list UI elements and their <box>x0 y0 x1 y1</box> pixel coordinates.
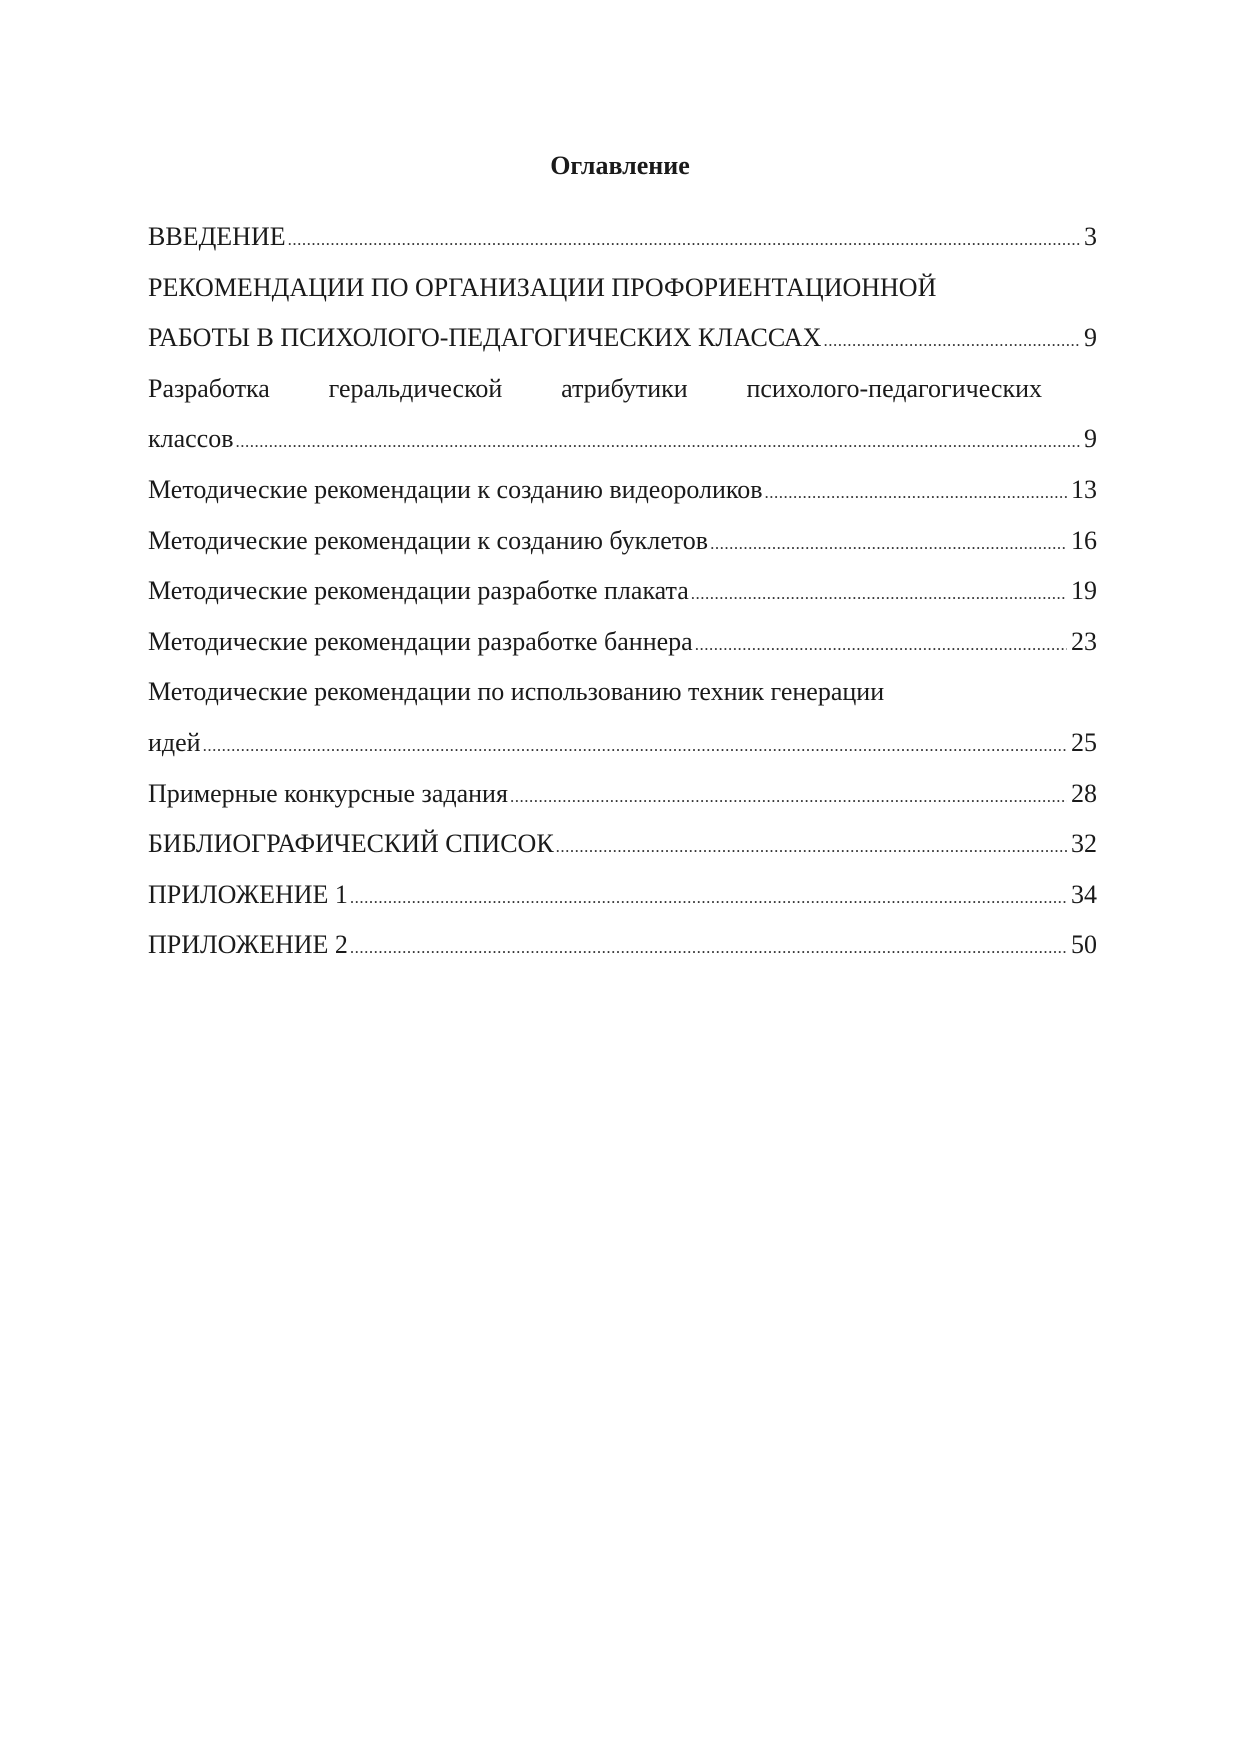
toc-title: Оглавление <box>550 151 690 180</box>
dot-leader <box>510 772 1067 823</box>
table-of-contents <box>148 212 1097 971</box>
toc-entry-videos[interactable] <box>148 465 1097 516</box>
toc-entry-text: ВВЕДЕНИЕ <box>148 222 286 251</box>
toc-entry-contest-tasks[interactable] <box>148 769 1097 820</box>
toc-entry-recommendations-line-2[interactable] <box>148 313 1097 364</box>
toc-entry-text: Методические рекомендации разработке плаката <box>148 576 689 606</box>
toc-page-number: 25 <box>1071 727 1097 757</box>
toc-entry-banner[interactable] <box>148 617 1097 668</box>
toc-page-number: 28 <box>1071 778 1097 808</box>
toc-entry-heraldry-line-2[interactable] <box>148 414 1097 465</box>
toc-entry-appendix-1[interactable] <box>148 870 1097 921</box>
toc-page-number: 32 <box>1071 829 1097 859</box>
toc-entry-text: Методические рекомендации к созданию видеороликов <box>148 474 763 504</box>
toc-page-number: 13 <box>1071 474 1097 504</box>
toc-page-number: 9 <box>1084 424 1097 454</box>
toc-page-number: 19 <box>1071 576 1097 606</box>
dot-leader <box>350 873 1067 924</box>
dot-leader <box>350 923 1067 974</box>
dot-leader <box>691 569 1067 620</box>
dot-leader <box>203 721 1067 772</box>
toc-entry-bibliography[interactable] <box>148 819 1097 870</box>
toc-page-number: 9 <box>1084 323 1097 353</box>
toc-entry-text: идей <box>148 727 201 757</box>
toc-entry-poster[interactable] <box>148 566 1097 617</box>
toc-entry-text: Разработка геральдической атрибутики психолого-педагогических <box>148 373 1042 403</box>
toc-entry-text: Методические рекомендации к созданию буклетов <box>148 525 709 555</box>
toc-entry-text: РАБОТЫ В ПСИХОЛОГО-ПЕДАГОГИЧЕСКИХ КЛАССАХ <box>148 323 822 353</box>
toc-entry-text: Примерные конкурсные задания <box>148 778 508 808</box>
toc-entry-text: БИБЛИОГРАФИЧЕСКИЙ СПИСОК <box>148 829 554 859</box>
toc-entry-text: ПРИЛОЖЕНИЕ 2 <box>148 930 348 960</box>
dot-leader <box>695 620 1067 671</box>
dot-leader <box>710 519 1067 570</box>
toc-entry-introduction[interactable] <box>148 212 1097 263</box>
toc-page-number: 34 <box>1071 879 1097 909</box>
toc-page-number: 50 <box>1071 930 1097 960</box>
dot-leader <box>764 468 1067 519</box>
toc-entry-text: ПРИЛОЖЕНИЕ 1 <box>148 879 348 909</box>
toc-entry-heraldry-line-1[interactable] <box>148 364 1042 415</box>
dot-leader <box>556 822 1067 873</box>
toc-page-number: 23 <box>1071 626 1097 656</box>
dot-leader <box>823 316 1080 367</box>
toc-entry-booklets[interactable] <box>148 516 1097 567</box>
toc-page-number: 3 <box>1084 222 1097 251</box>
toc-entry-appendix-2[interactable] <box>148 920 1097 971</box>
toc-page-number: 16 <box>1071 525 1097 555</box>
toc-entry-text: Методические рекомендации разработке баннера <box>148 626 693 656</box>
dot-leader <box>288 215 1080 266</box>
toc-entry-idea-generation-line-1[interactable] <box>148 667 1042 718</box>
toc-entry-text: РЕКОМЕНДАЦИИ ПО ОРГАНИЗАЦИИ ПРОФОРИЕНТАЦИОННОЙ <box>148 272 937 302</box>
toc-entry-text: Методические рекомендации по использованию техник генерации <box>148 677 885 707</box>
toc-entry-idea-generation-line-2[interactable] <box>148 718 1097 769</box>
dot-leader <box>236 417 1080 468</box>
toc-entry-text: классов <box>148 424 234 454</box>
toc-entry-recommendations-line-1[interactable] <box>148 263 1042 314</box>
